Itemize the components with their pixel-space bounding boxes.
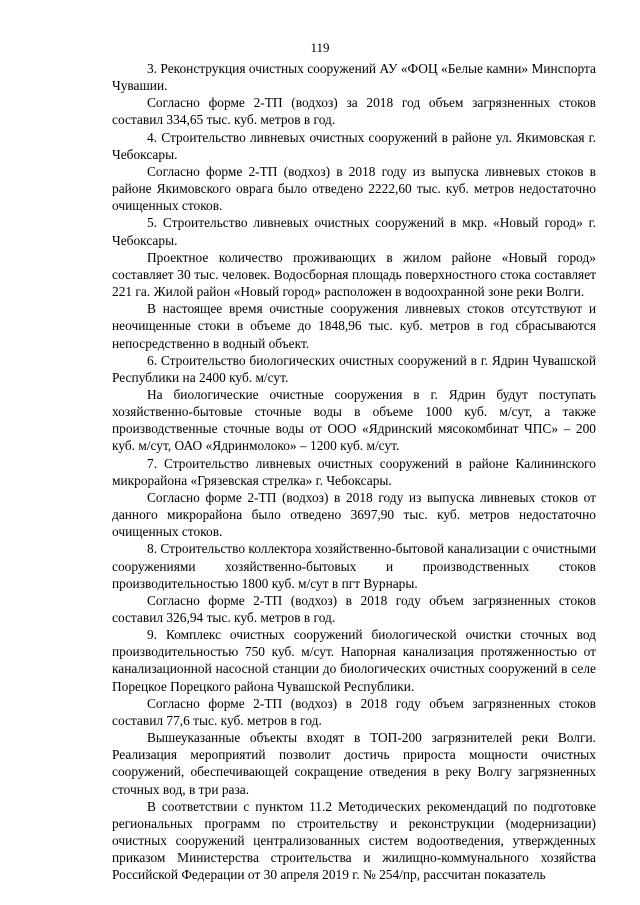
paragraph: В соответствии с пунктом 11.2 Методических рекомендаций по подготовке региональных программ по строительству и реконструкции (модернизации) очистных сооружений централизованных систем водоотведения, утвержденных приказом Министерства строительства и жилищно-коммунального хозяйства Российской Федерации от 30 апреля 2019 г. № 254/пр, рассчитан показатель: [112, 798, 596, 883]
paragraph: Проектное количество проживающих в жилом районе «Новый город» составляет 30 тыс. человек. Водосборная площадь поверхностного стока составляет 221 га. Жилой район «Новый город» расположен в водоохранной зоне реки Волги.: [112, 249, 596, 300]
paragraph: 6. Строительство биологических очистных сооружений в г. Ядрин Чувашской Республики на 2400 куб. м/сут.: [112, 352, 596, 385]
paragraph: Согласно форме 2-ТП (водхоз) в 2018 году из выпуска ливневых стоков в районе Якимовского оврага было отведено 2222,60 тыс. куб. метров недостаточно очищенных стоков.: [112, 163, 596, 214]
paragraph: Согласно форме 2-ТП (водхоз) в 2018 году из выпуска ливневых стоков от данного микрорайона было отведено 3697,90 тыс. куб. метров недостаточно очищенных стоков.: [112, 489, 596, 540]
paragraph: Согласно форме 2-ТП (водхоз) в 2018 году объем загрязненных стоков составил 326,94 тыс. куб. метров в год.: [112, 592, 596, 625]
paragraph: 8. Строительство коллектора хозяйственно-бытовой канализации с очистными сооружениями хозяйственно-бытовых и производственных стоков производительностью 1800 куб. м/сут в пгт Вурнары.: [112, 541, 596, 591]
paragraph: Согласно форме 2-ТП (водхоз) в 2018 году объем загрязненных стоков составил 77,6 тыс. куб. метров в год.: [112, 695, 596, 728]
paragraph: 9. Комплекс очистных сооружений биологической очистки сточных вод производительностью 750 куб. м/сут. Напорная канализация протяженностью от канализационной насосной станции до биологических очистных сооружений в селе Порецкое Порецкого района Чувашской Республики.: [112, 627, 596, 694]
document-body: [112, 60, 596, 884]
paragraph: Вышеуказанные объекты входят в ТОП-200 загрязнителей реки Волги. Реализация мероприятий позволит достичь прироста мощности очистных сооружений, обеспечивающей сокращение отведения в реку Волгу загрязненных сточных вод, в три раза.: [112, 730, 596, 797]
paragraph: 7. Строительство ливневых очистных сооружений в районе Калининского микрорайона «Грязевская стрелка» г. Чебоксары.: [112, 455, 596, 488]
paragraph: 5. Строительство ливневых очистных сооружений в мкр. «Новый город» г. Чебоксары.: [112, 215, 596, 248]
page-number: 119: [310, 40, 330, 55]
paragraph: 3. Реконструкция очистных сооружений АУ «ФОЦ «Белые камни» Минспорта Чувашии.: [112, 61, 596, 94]
paragraph: 4. Строительство ливневых очистных сооружений в районе ул. Якимовская г. Чебоксары.: [112, 129, 596, 162]
paragraph: Согласно форме 2-ТП (водхоз) за 2018 год объем загрязненных стоков составил 334,65 тыс. куб. метров в год.: [112, 95, 596, 128]
paragraph: В настоящее время очистные сооружения ливневых стоков отсутствуют и неочищенные стоки в объеме до 1848,96 тыс. куб. метров в год сбрасываются непосредственно в водный объект.: [112, 301, 596, 351]
paragraph: На биологические очистные сооружения в г. Ядрин будут поступать хозяйственно-бытовые сточные воды в объеме 1000 куб. м/сут, а также производственные сточные воды от ООО «Ядринский мясокомбинат ЧПС» – 200 куб. м/сут, ОАО «Ядринмолоко» – 1200 куб. м/сут.: [112, 386, 596, 454]
